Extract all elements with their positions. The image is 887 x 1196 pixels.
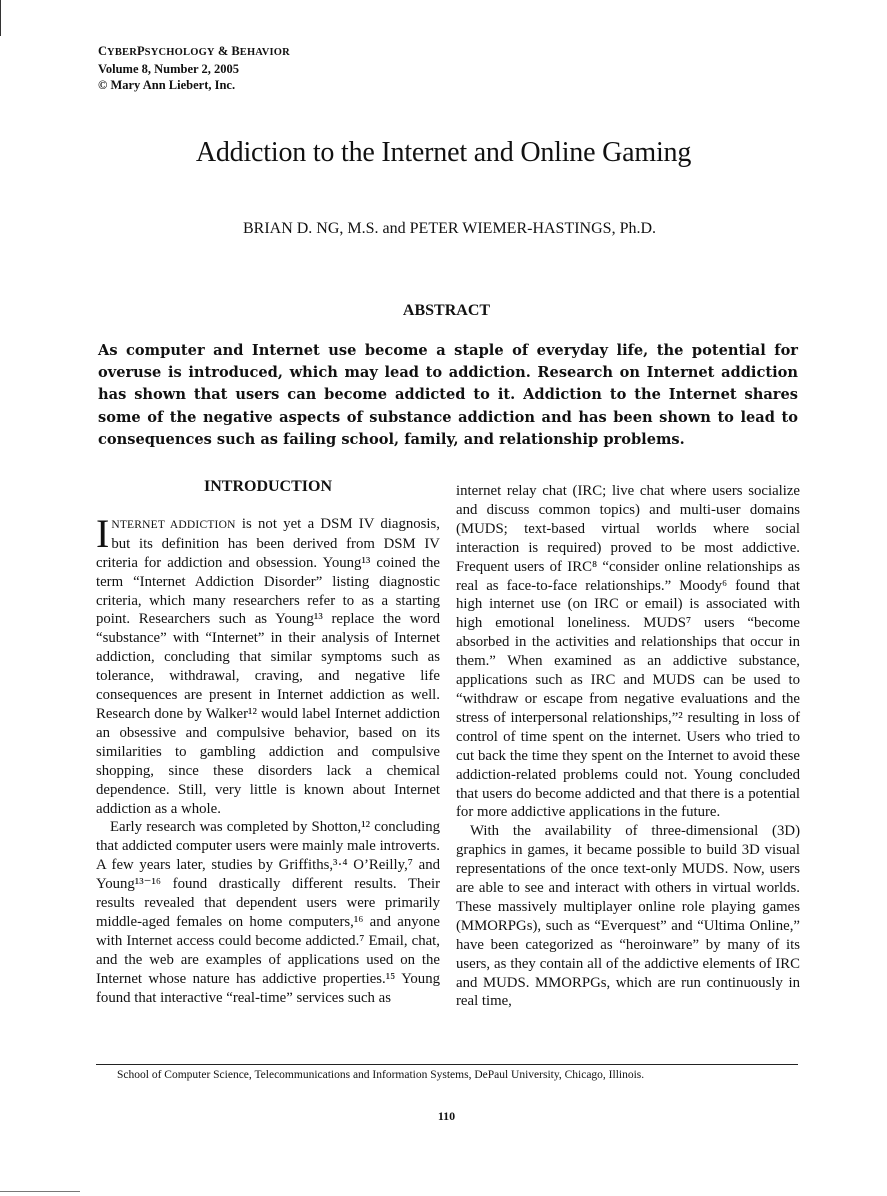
scan-bottom-line [0,1191,80,1192]
journal-header [98,43,290,93]
drop-cap: I [96,510,110,556]
journal-copyright: © Mary Ann Liebert, Inc. [98,78,236,92]
author-affiliation: School of Computer Science, Telecommunications and Information Systems, DePaul University, Chicago, Illinois. [117,1069,645,1081]
page-number: 110 [437,1109,456,1123]
footnote-rule [96,1064,798,1065]
intro-paragraph-1 [96,510,440,819]
intro-paragraph-1-text: is not yet a DSM IV diagnosis, but its definition has been derived from DSM IV criteria for addiction and obsession. Young¹³ coined the term “Internet Addiction Disorder” listing diagnostic criteria, which many researchers refer to as a starting point. Researchers such as Young¹³ replace the word “substance” with “Internet” in their analysis of Internet addiction, concluding that similar symptoms such as tolerance, withdrawal, craving, and negative life consequences are present in Internet addiction as well. Research done by Walker¹² would label Internet addiction an obsessive and compulsive behavior, based on its similarities to gambling addiction and compulsive shopping, since these disorders lack a chemical dependence. Still, very little is known about Internet addiction as a whole. [96,515,440,817]
article-title: Addiction to the Internet and Online Gaming [195,137,692,168]
intro-lead-in: NTERNET ADDICTION [111,518,236,531]
intro-paragraph-4: With the availability of three-dimensional (3D) graphics in games, it became possible to build 3D visual representations of the once text-only MUDS. Now, users are able to see and interact with others in virtual worlds. These massively multiplayer online role playing games (MMORPGs), such as “Everquest” and “Ultima Online,” have been categorized as “heroinware” by many of its users, as they contain all of the addictive elements of IRC and MUDS. MMORPGs, which are run continuously in real time, [456,823,800,1010]
intro-paragraph-2: Early research was completed by Shotton,¹² concluding that addicted computer users were mainly male introverts. A few years later, studies by Griffiths,³·⁴ O’Reilly,⁷ and Young¹³⁻¹⁶ found drastically different results. Their results revealed that dependent users were primarily middle-aged females on home computers,¹⁶ and anyone with Internet access could become addicted.⁷ Email, chat, and the web are examples of applications used on the Internet whose nature has addictive properties.¹⁵ Young found that interactive “real-time” services such as [96,819,440,1006]
introduction-heading: INTRODUCTION [203,478,332,495]
article-authors: BRIAN D. NG, M.S. and PETER WIEMER-HASTINGS, Ph.D. [242,220,657,237]
left-column [96,478,440,1007]
abstract-text: As computer and Internet use become a staple of everyday life, the potential for overuse is introduced, which may lead to addiction. Research on Internet addiction has shown that users can become addicted to it. Addiction to the Internet shares some of the negative aspects of substance addiction and has been shown to lead to consequences such as failing school, family, and relationship problems. [98,342,798,448]
abstract-heading: ABSTRACT [402,302,491,319]
right-column [456,482,800,1011]
intro-paragraph-3: internet relay chat (IRC; live chat where users socialize and discuss common topics) and multi-user domains (MUDS; text-based virtual worlds where social interaction is required) proved to be most addictive. Frequent users of IRC⁸ “consider online relationships as real as face-to-face relationships.” Moody⁶ found that high internet use (on IRC or email) is associated with high emotional loneliness. MUDS⁷ users “become absorbed in the activities and relationships that occur in them.” When examined as an addictive substance, applications such as IRC and MUDS can be used to “withdraw or escape from negative evaluations and the stress of interpersonal relationships,”² resulting in loss of control of time spent on the internet. Users who tried to cut back the time they spent on the Internet to avoid these addiction-related problems could not. Young concluded that users do become addicted and that there is a potential for more addictive applications in the future. [456,483,800,821]
scan-margin-line [0,0,1,36]
journal-volume: Volume 8, Number 2, 2005 [98,62,239,76]
journal-name: CYBERPSYCHOLOGY & BEHAVIOR [98,44,290,58]
